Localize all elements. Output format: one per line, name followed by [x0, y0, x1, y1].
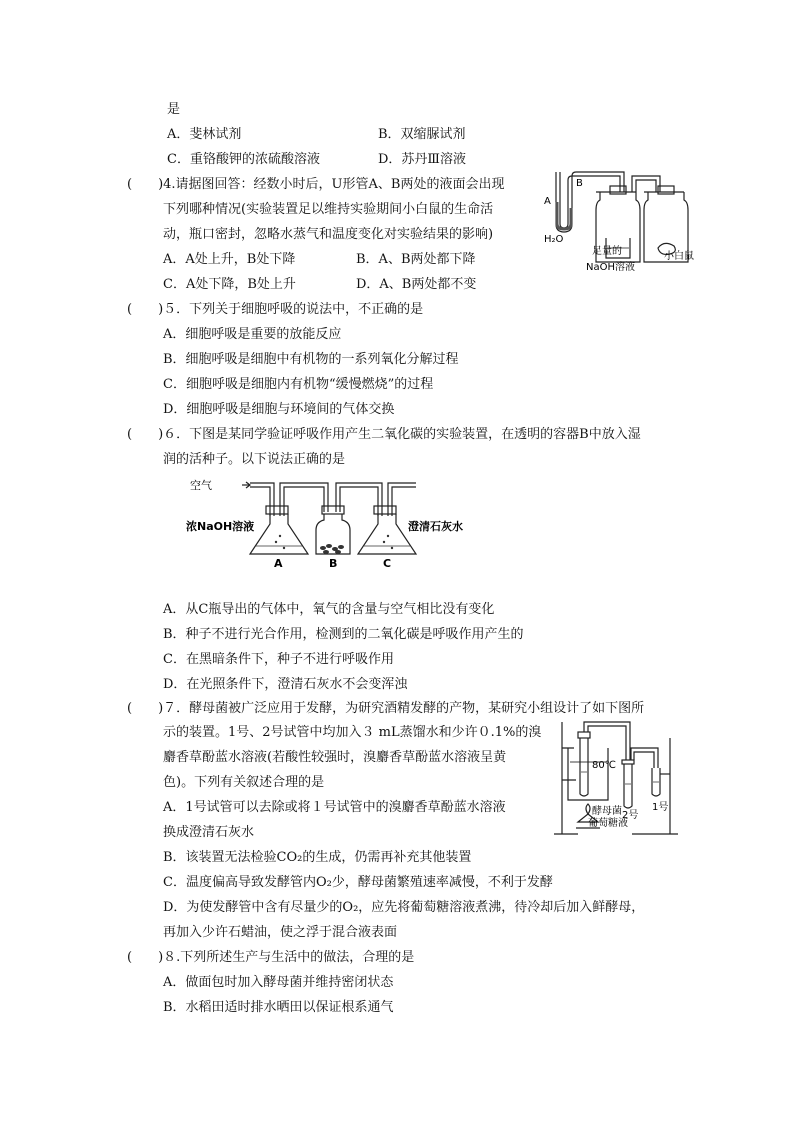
q7-stem-line-3: 麝香草酚蓝水溶液(若酸性较强时，溴麝香草酚蓝水溶液呈黄 [163, 750, 507, 765]
q8-option-a: A．做面包时加入酵母菌并维持密闭状态 [163, 975, 394, 990]
q4-label-naoh-1: 足量的 [592, 246, 622, 257]
q3-option-d: D．苏丹Ⅲ溶液 [378, 152, 466, 167]
q7-option-a-line-2: 换成澄清石灰水 [163, 825, 255, 840]
q5-option-c: C．细胞呼吸是细胞内有机物“缓慢燃烧”的过程 [163, 377, 434, 392]
q6-figure [186, 476, 486, 570]
q4-figure [540, 162, 710, 272]
q7-label-glucose: 葡萄糖液 [588, 818, 628, 829]
q6-label-c: C [383, 557, 392, 570]
q7-label-yeast: 酵母菌 [592, 806, 622, 817]
q7-option-c: C．温度偏高导致发酵管内O₂少，酵母菌繁殖速率减慢，不利于发酵 [163, 875, 553, 890]
co2-experiment-apparatus [186, 476, 486, 570]
q4-option-b: B．A、B两处都下降 [356, 252, 476, 267]
q6-option-c: C．在黑暗条件下，种子不进行呼吸作用 [163, 652, 394, 667]
q4-stem-line-2: 下列哪种情况(实验装置足以维持实验期间小白鼠的生命活 [163, 202, 494, 217]
q4-option-c: C．A处下降，B处上升 [163, 277, 296, 292]
q7-option-a-line-1: A．1号试管可以去除或将１号试管中的溴麝香草酚蓝水溶液 [163, 800, 506, 815]
q3-option-c: C．重铬酸钾的浓硫酸溶液 [167, 152, 320, 167]
q6-label-a: A [274, 557, 283, 570]
q6-label-air: 空气 [190, 479, 212, 492]
q4-label-b: B [576, 178, 583, 189]
q6-label-b: B [329, 557, 338, 570]
q3-stem-tail: 是 [167, 102, 181, 117]
u-tube-apparatus [540, 162, 710, 272]
q4-option-a: A．A处上升，B处下降 [163, 252, 296, 267]
q4-stem-line-3: 动，瓶口密封，忽略水蒸气和温度变化对实验结果的影响) [163, 227, 494, 242]
q4-label-water: H₂O [544, 234, 564, 245]
q7-stem-line-2: 示的装置。1号、2号试管中均加入３ mL蒸馏水和少许０.1%的溴 [163, 725, 542, 740]
q7-option-b: B．该装置无法检验CO₂的生成，仍需再补充其他装置 [163, 850, 472, 865]
q7-option-d-line-2: 再加入少许石蜡油，使之浮于混合液表面 [163, 925, 398, 940]
q4-option-d: D．A、B两处都不变 [356, 277, 477, 292]
fermentation-apparatus [552, 718, 682, 842]
q6-stem-line-1: ( )６．下图是某同学验证呼吸作用产生二氧化碳的实验装置，在透明的容器B中放入湿 [127, 427, 641, 442]
q4-label-mouse: 小白鼠 [664, 251, 694, 262]
q7-stem-line-1: ( )７．酵母菌被广泛应用于发酵，为研究酒精发酵的产物，某研究小组设计了如下图所 [127, 701, 645, 716]
q7-stem-line-4: 色)。下列有关叙述合理的是 [163, 775, 325, 790]
q7-label-temp: 80℃ [592, 760, 616, 771]
q7-label-tube1: 1号 [652, 802, 669, 813]
q7-option-d-line-1: D．为使发酵管中含有尽量少的O₂，应先将葡萄糖溶液煮沸，待冷却后加入鲜酵母， [163, 900, 645, 915]
q6-label-naoh: 浓NaOH溶液 [186, 520, 255, 533]
q4-label-a: A [544, 196, 551, 207]
q4-label-naoh-2: NaOH溶液 [586, 262, 635, 272]
q7-label-tube2: 2号 [622, 810, 639, 821]
q5-option-d: D．细胞呼吸是细胞与环境间的气体交换 [163, 402, 395, 417]
q8-stem: ( )８.下列所述生产与生活中的做法，合理的是 [127, 950, 415, 965]
q4-stem-line-1: ( )4.请据图回答：经数小时后，U形管A、B两处的液面会出现 [127, 177, 505, 192]
q7-figure [552, 718, 682, 842]
q6-option-d: D．在光照条件下，澄清石灰水不会变浑浊 [163, 677, 408, 692]
q8-option-b: B．水稻田适时排水晒田以保证根系通气 [163, 1000, 394, 1015]
q6-stem-line-2: 润的活种子。以下说法正确的是 [163, 452, 346, 467]
q3-option-b: B．双缩脲试剂 [378, 127, 466, 142]
q6-label-lime: 澄清石灰水 [408, 520, 463, 533]
q6-option-a: A．从C瓶导出的气体中，氧气的含量与空气相比没有变化 [163, 602, 495, 617]
q5-option-b: B．细胞呼吸是细胞中有机物的一系列氧化分解过程 [163, 352, 459, 367]
q5-stem: ( )５．下列关于细胞呼吸的说法中，不正确的是 [127, 302, 424, 317]
q3-option-a: A．斐林试剂 [167, 127, 242, 142]
q5-option-a: A．细胞呼吸是重要的放能反应 [163, 327, 342, 342]
q6-option-b: B．种子不进行光合作用，检测到的二氧化碳是呼吸作用产生的 [163, 627, 524, 642]
